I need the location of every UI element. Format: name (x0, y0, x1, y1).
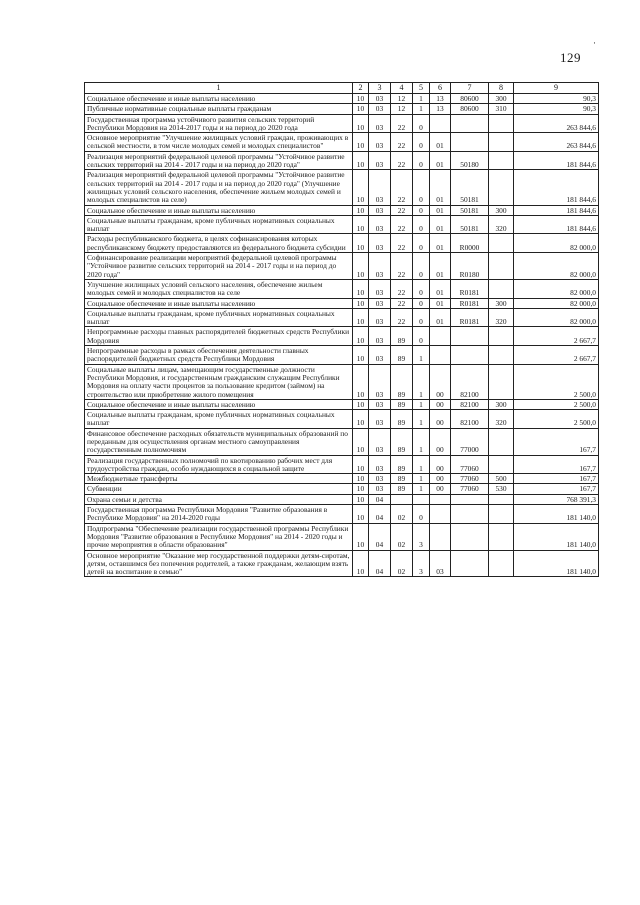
row-rz: 10 (353, 253, 369, 280)
row-amount: 181 140,0 (514, 523, 599, 550)
column-header: 8 (489, 83, 514, 94)
row-vr: 320 (489, 308, 514, 327)
row-amount: 82 000,0 (514, 279, 599, 298)
row-cs-subprogram: 1 (413, 474, 430, 484)
table-row (85, 151, 599, 170)
row-vr (489, 550, 514, 577)
row-cs-program: 89 (391, 474, 413, 484)
table-row (85, 410, 599, 429)
row-cs-direction (451, 550, 489, 577)
table-row (85, 205, 599, 215)
row-cs-event: 03 (430, 550, 451, 577)
row-cs-subprogram: 0 (413, 253, 430, 280)
row-pr: 03 (369, 215, 391, 234)
row-amount: 768 391,3 (514, 494, 599, 504)
row-vr: 310 (489, 104, 514, 114)
row-cs-event: 13 (430, 104, 451, 114)
row-amount: 82 000,0 (514, 308, 599, 327)
row-rz: 10 (353, 346, 369, 365)
table-row (85, 114, 599, 133)
row-cs-direction: R0181 (451, 279, 489, 298)
row-cs-direction: 77000 (451, 428, 489, 455)
table-row (85, 364, 599, 399)
row-vr (489, 494, 514, 504)
table-row (85, 234, 599, 253)
row-cs-subprogram: 0 (413, 114, 430, 133)
row-vr (489, 279, 514, 298)
row-name: Социальные выплаты лицам, замещающим государственные должности Республики Мордовия, и государственным гражданским служащим Республики Мордовия на оплату части процентов за пользование кредитом (займом) на строительство или приобретение жилого помещения (85, 364, 353, 399)
row-cs-subprogram: 0 (413, 215, 430, 234)
row-pr: 03 (369, 279, 391, 298)
row-name: Охрана семьи и детства (85, 494, 353, 504)
row-cs-direction: R0181 (451, 298, 489, 308)
row-cs-program: 12 (391, 94, 413, 104)
row-name: Финансовое обеспечение расходных обязательств муниципальных образований по переданным для осуществления органам местного самоуправления государственным полномочиям (85, 428, 353, 455)
row-cs-direction (451, 523, 489, 550)
row-rz: 10 (353, 114, 369, 133)
row-pr: 03 (369, 151, 391, 170)
row-cs-program: 22 (391, 114, 413, 133)
row-rz: 10 (353, 523, 369, 550)
row-cs-direction: 77060 (451, 484, 489, 494)
row-amount: 167,7 (514, 455, 599, 474)
row-cs-direction: 80600 (451, 94, 489, 104)
row-amount: 2 500,0 (514, 410, 599, 429)
table-row (85, 505, 599, 524)
row-name: Межбюджетные трансферты (85, 474, 353, 484)
row-cs-direction: 50181 (451, 205, 489, 215)
table-header-row (85, 83, 599, 94)
row-vr (489, 234, 514, 253)
row-pr: 03 (369, 114, 391, 133)
table-row (85, 346, 599, 365)
row-cs-program: 22 (391, 253, 413, 280)
row-cs-event: 01 (430, 170, 451, 205)
row-name: Социальное обеспечение и иные выплаты населению (85, 399, 353, 409)
row-cs-subprogram: 1 (413, 410, 430, 429)
row-cs-program: 22 (391, 308, 413, 327)
budget-table (84, 82, 599, 577)
row-amount: 263 844,6 (514, 133, 599, 152)
row-cs-subprogram: 0 (413, 170, 430, 205)
row-vr (489, 114, 514, 133)
row-cs-subprogram: 0 (413, 234, 430, 253)
row-cs-direction: 77060 (451, 474, 489, 484)
row-amount: 90,3 (514, 94, 599, 104)
row-name: Непрограммные расходы главных распорядителей бюджетных средств Республики Мордовия (85, 327, 353, 346)
row-amount: 82 000,0 (514, 234, 599, 253)
row-amount: 181 140,0 (514, 550, 599, 577)
row-vr: 300 (489, 205, 514, 215)
row-vr: 500 (489, 474, 514, 484)
row-cs-subprogram: 0 (413, 133, 430, 152)
row-rz: 10 (353, 308, 369, 327)
row-name: Улучшение жилищных условий сельского населения, обеспечение жильем молодых семей и молодых специалистов на селе (85, 279, 353, 298)
row-amount: 263 844,6 (514, 114, 599, 133)
table-row (85, 133, 599, 152)
row-pr: 04 (369, 523, 391, 550)
row-amount: 181 140,0 (514, 505, 599, 524)
row-cs-subprogram: 0 (413, 279, 430, 298)
row-cs-program: 89 (391, 484, 413, 494)
row-cs-event (430, 327, 451, 346)
row-cs-direction: 77060 (451, 455, 489, 474)
row-rz: 10 (353, 455, 369, 474)
row-cs-program: 02 (391, 505, 413, 524)
column-header: 1 (85, 83, 353, 94)
table-row (85, 550, 599, 577)
row-cs-direction: 50180 (451, 151, 489, 170)
row-cs-event: 01 (430, 133, 451, 152)
row-cs-direction (451, 114, 489, 133)
row-name: Социальные выплаты гражданам, кроме публичных нормативных социальных выплат (85, 308, 353, 327)
row-cs-event: 01 (430, 151, 451, 170)
row-pr: 03 (369, 234, 391, 253)
row-cs-event: 01 (430, 253, 451, 280)
column-header: 7 (451, 83, 489, 94)
row-rz: 10 (353, 364, 369, 399)
row-amount: 167,7 (514, 474, 599, 484)
row-vr (489, 170, 514, 205)
row-amount: 82 000,0 (514, 253, 599, 280)
row-pr: 03 (369, 455, 391, 474)
table-row (85, 308, 599, 327)
row-cs-direction: 50181 (451, 215, 489, 234)
row-rz: 10 (353, 298, 369, 308)
row-name: Социальное обеспечение и иные выплаты населению (85, 94, 353, 104)
row-cs-subprogram: 1 (413, 364, 430, 399)
row-name: Софинансирование реализации мероприятий федеральной целевой программы "Устойчивое развитие сельских территорий на 2014 - 2017 годы и на период до 2020 года" (85, 253, 353, 280)
row-cs-program: 22 (391, 133, 413, 152)
row-cs-program: 22 (391, 151, 413, 170)
table-row (85, 170, 599, 205)
row-pr: 03 (369, 346, 391, 365)
row-name: Социальное обеспечение и иные выплаты населению (85, 205, 353, 215)
row-cs-direction (451, 505, 489, 524)
row-cs-direction (451, 346, 489, 365)
row-cs-program: 22 (391, 279, 413, 298)
table-row (85, 327, 599, 346)
table-row (85, 253, 599, 280)
row-cs-program: 89 (391, 399, 413, 409)
row-name: Подпрограмма "Обеспечение реализации государственной программы Республики Мордовия "Развитие образования в Республике Мордовия" на 2014 - 2020 годы и прочие мероприятия в области образования" (85, 523, 353, 550)
row-vr (489, 327, 514, 346)
row-rz: 10 (353, 494, 369, 504)
row-vr (489, 346, 514, 365)
row-cs-direction: 50181 (451, 170, 489, 205)
row-pr: 04 (369, 550, 391, 577)
row-name: Публичные нормативные социальные выплаты гражданам (85, 104, 353, 114)
row-cs-subprogram: 0 (413, 151, 430, 170)
column-header: 2 (353, 83, 369, 94)
row-cs-event: 00 (430, 399, 451, 409)
row-vr: 530 (489, 484, 514, 494)
row-vr (489, 505, 514, 524)
row-vr (489, 428, 514, 455)
table-body (85, 94, 599, 577)
row-cs-program: 89 (391, 364, 413, 399)
row-cs-direction: 82100 (451, 410, 489, 429)
table-row (85, 484, 599, 494)
row-pr: 03 (369, 94, 391, 104)
row-cs-event: 01 (430, 279, 451, 298)
row-pr: 03 (369, 484, 391, 494)
row-cs-program: 22 (391, 234, 413, 253)
row-amount: 2 667,7 (514, 327, 599, 346)
row-rz: 10 (353, 205, 369, 215)
row-vr (489, 364, 514, 399)
row-pr: 03 (369, 205, 391, 215)
row-cs-subprogram: 1 (413, 104, 430, 114)
row-cs-subprogram: 0 (413, 205, 430, 215)
row-cs-event: 01 (430, 298, 451, 308)
row-amount: 2 500,0 (514, 399, 599, 409)
row-rz: 10 (353, 327, 369, 346)
row-cs-event (430, 523, 451, 550)
row-cs-event: 01 (430, 308, 451, 327)
row-amount: 181 844,6 (514, 151, 599, 170)
row-amount: 82 000,0 (514, 298, 599, 308)
row-cs-event: 01 (430, 215, 451, 234)
row-pr: 03 (369, 428, 391, 455)
row-rz: 10 (353, 234, 369, 253)
row-cs-event: 13 (430, 94, 451, 104)
row-cs-program: 89 (391, 428, 413, 455)
row-name: Государственная программа Республики Мордовия "Развитие образования в Республике Мордовия" на 2014-2020 годы (85, 505, 353, 524)
row-amount: 181 844,6 (514, 205, 599, 215)
row-cs-event (430, 505, 451, 524)
row-cs-program: 02 (391, 550, 413, 577)
row-amount: 167,7 (514, 428, 599, 455)
row-cs-event: 00 (430, 428, 451, 455)
column-header: 9 (514, 83, 599, 94)
row-pr: 03 (369, 364, 391, 399)
row-pr: 03 (369, 474, 391, 484)
row-pr: 04 (369, 494, 391, 504)
row-pr: 03 (369, 399, 391, 409)
row-vr: 300 (489, 94, 514, 104)
row-pr: 03 (369, 253, 391, 280)
row-name: Социальное обеспечение и иные выплаты населению (85, 298, 353, 308)
row-rz: 10 (353, 215, 369, 234)
row-rz: 10 (353, 474, 369, 484)
row-cs-subprogram: 0 (413, 505, 430, 524)
row-amount: 90,3 (514, 104, 599, 114)
row-cs-program: 89 (391, 346, 413, 365)
row-name: Социальные выплаты гражданам, кроме публичных нормативных социальных выплат (85, 410, 353, 429)
row-cs-direction: R0000 (451, 234, 489, 253)
table-row (85, 455, 599, 474)
row-vr: 320 (489, 215, 514, 234)
row-pr: 03 (369, 327, 391, 346)
row-vr (489, 455, 514, 474)
row-cs-subprogram: 1 (413, 94, 430, 104)
row-vr: 320 (489, 410, 514, 429)
table-row (85, 298, 599, 308)
row-name: Основное мероприятие "Улучшение жилищных условий граждан, проживающих в сельской местности, в том числе молодых семей и молодых специалистов" (85, 133, 353, 152)
row-vr (489, 253, 514, 280)
row-cs-program: 22 (391, 205, 413, 215)
row-vr: 300 (489, 399, 514, 409)
row-cs-subprogram: 1 (413, 399, 430, 409)
row-cs-direction: R0181 (451, 308, 489, 327)
row-name: Расходы республиканского бюджета, в целях софинансирования которых республиканскому бюджету предоставляются из федерального бюджета субсидии (85, 234, 353, 253)
column-header: 6 (430, 83, 451, 94)
row-cs-subprogram: 0 (413, 298, 430, 308)
row-name: Государственная программа устойчивого развития сельских территорий Республики Мордовия на 2014-2017 годы и на период до 2020 года (85, 114, 353, 133)
table-row (85, 94, 599, 104)
row-cs-program: 22 (391, 215, 413, 234)
row-cs-program: 12 (391, 104, 413, 114)
row-cs-program: 22 (391, 298, 413, 308)
row-amount: 181 844,6 (514, 215, 599, 234)
row-pr: 03 (369, 410, 391, 429)
row-amount: 167,7 (514, 484, 599, 494)
table-row (85, 104, 599, 114)
row-rz: 10 (353, 133, 369, 152)
column-header: 5 (413, 83, 430, 94)
column-header: 4 (391, 83, 413, 94)
row-cs-event (430, 346, 451, 365)
row-cs-subprogram: 0 (413, 308, 430, 327)
row-cs-subprogram: 1 (413, 346, 430, 365)
row-rz: 10 (353, 428, 369, 455)
row-cs-event: 00 (430, 474, 451, 484)
row-rz: 10 (353, 410, 369, 429)
row-vr (489, 151, 514, 170)
page-number: 129 (560, 50, 581, 65)
row-cs-event (430, 114, 451, 133)
row-rz: 10 (353, 399, 369, 409)
row-name: Реализация мероприятий федеральной целевой программы "Устойчивое развитие сельских территорий на 2014 - 2017 годы и на период до 2020 года" (Улучшение жилищных условий сельского населения, обеспечение жильем молодых семей и молодых специалистов на селе) (85, 170, 353, 205)
row-cs-subprogram: 1 (413, 484, 430, 494)
column-header: 3 (369, 83, 391, 94)
row-name: Реализация мероприятий федеральной целевой программы "Устойчивое развитие сельских территорий на 2014 - 2017 годы и на период до 2020 года" (85, 151, 353, 170)
row-cs-event: 01 (430, 234, 451, 253)
table-row (85, 474, 599, 484)
row-cs-subprogram: 3 (413, 523, 430, 550)
row-cs-program: 89 (391, 455, 413, 474)
row-name: Непрограммные расходы в рамках обеспечения деятельности главных распорядителей бюджетных средств Республики Мордовия (85, 346, 353, 365)
row-cs-subprogram (413, 494, 430, 504)
row-cs-subprogram: 1 (413, 428, 430, 455)
row-cs-direction (451, 133, 489, 152)
table-row (85, 523, 599, 550)
row-cs-subprogram: 3 (413, 550, 430, 577)
row-cs-program (391, 494, 413, 504)
table-row (85, 399, 599, 409)
table-row (85, 428, 599, 455)
row-pr: 03 (369, 104, 391, 114)
row-cs-program: 22 (391, 170, 413, 205)
row-cs-subprogram: 0 (413, 327, 430, 346)
row-vr: 300 (489, 298, 514, 308)
row-cs-direction: 82100 (451, 364, 489, 399)
row-cs-direction: R0180 (451, 253, 489, 280)
row-cs-program: 89 (391, 410, 413, 429)
row-vr (489, 133, 514, 152)
row-rz: 10 (353, 104, 369, 114)
row-cs-program: 89 (391, 327, 413, 346)
row-cs-event: 00 (430, 455, 451, 474)
row-rz: 10 (353, 484, 369, 494)
row-name: Социальные выплаты гражданам, кроме публичных нормативных социальных выплат (85, 215, 353, 234)
row-amount: 181 844,6 (514, 170, 599, 205)
row-cs-direction (451, 327, 489, 346)
table-row (85, 215, 599, 234)
row-cs-direction: 80600 (451, 104, 489, 114)
row-cs-direction (451, 494, 489, 504)
row-cs-event (430, 494, 451, 504)
row-cs-subprogram: 1 (413, 455, 430, 474)
row-rz: 10 (353, 170, 369, 205)
row-pr: 04 (369, 505, 391, 524)
row-rz: 10 (353, 151, 369, 170)
corner-mark: · (593, 38, 596, 48)
row-cs-event: 01 (430, 205, 451, 215)
row-pr: 03 (369, 170, 391, 205)
row-cs-direction: 82100 (451, 399, 489, 409)
table-row (85, 494, 599, 504)
row-rz: 10 (353, 505, 369, 524)
row-pr: 03 (369, 308, 391, 327)
row-rz: 10 (353, 94, 369, 104)
row-pr: 03 (369, 133, 391, 152)
row-cs-program: 02 (391, 523, 413, 550)
row-name: Реализация государственных полномочий по квотированию рабочих мест для трудоустройства граждан, особо нуждающихся в социальной защите (85, 455, 353, 474)
row-cs-event: 00 (430, 484, 451, 494)
row-cs-event: 00 (430, 410, 451, 429)
row-amount: 2 667,7 (514, 346, 599, 365)
row-rz: 10 (353, 279, 369, 298)
row-name: Субвенции (85, 484, 353, 494)
row-rz: 10 (353, 550, 369, 577)
row-vr (489, 523, 514, 550)
row-name: Основное мероприятие "Оказание мер государственной поддержки детям-сиротам, детям, оставшимся без попечения родителей, а также гражданам, желающим взять детей на воспитание в семью" (85, 550, 353, 577)
row-amount: 2 500,0 (514, 364, 599, 399)
row-cs-event: 00 (430, 364, 451, 399)
row-pr: 03 (369, 298, 391, 308)
table-row (85, 279, 599, 298)
